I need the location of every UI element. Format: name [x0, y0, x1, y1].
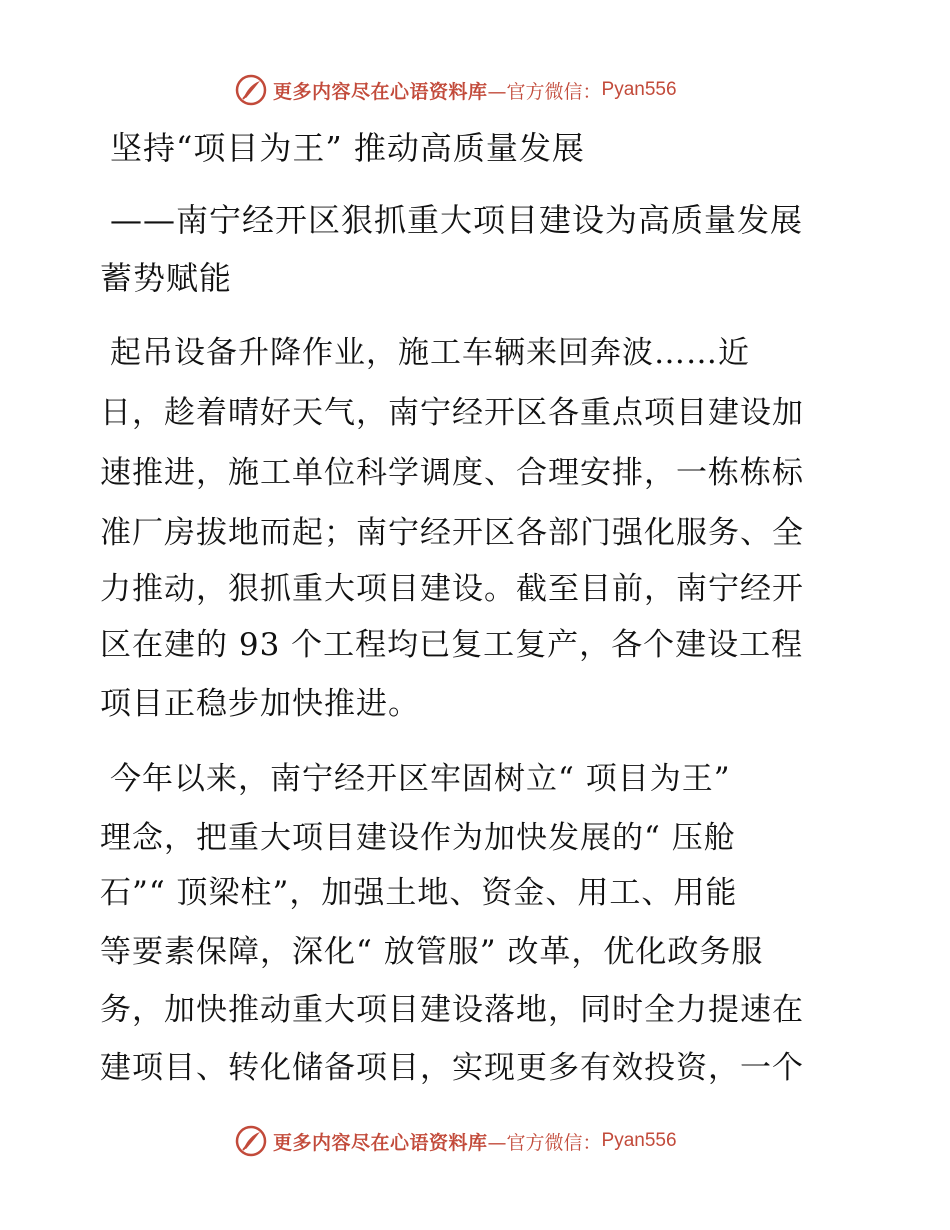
paragraph-1-line: 力推动，狠抓重大项目建设。截至目前，南宁经开: [100, 571, 804, 607]
paragraph-2-line: 今年以来，南宁经开区牢固树立“ 项目为王”: [110, 761, 731, 797]
page-title: 坚持“项目为王” 推动高质量发展: [110, 129, 585, 167]
paragraph-2-line: 务，加快推动重大项目建设落地，同时全力提速在: [100, 992, 804, 1028]
quill-logo-icon: [235, 74, 267, 106]
paragraph-1-line: 准厂房拔地而起；南宁经开区各部门强化服务、全: [100, 515, 804, 551]
paragraph-2-line: 等要素保障，深化“ 放管服” 改革，优化政务服: [100, 934, 764, 970]
banner-slogan: 更多内容尽在心语资料库: [273, 80, 488, 103]
paragraph-1-line: 项目正稳步加快推进。: [100, 686, 420, 722]
banner-official-label: —官方微信：: [487, 1131, 602, 1154]
subtitle-line-2: 蓄势赋能: [100, 259, 233, 297]
paragraph-2-line: 建项目、转化储备项目，实现更多有效投资，一个: [100, 1050, 804, 1086]
banner-official-label: —官方微信：: [487, 80, 602, 103]
paragraph-1-line: 速推进，施工单位科学调度、合理安排，一栋栋标: [100, 455, 804, 491]
paragraph-1-line: 区在建的 93 个工程均已复工复产，各个建设工程: [100, 627, 804, 663]
quill-logo-icon: [235, 1125, 267, 1157]
paragraph-2-line: 理念，把重大项目建设作为加快发展的“ 压舱: [100, 820, 736, 856]
banner-slogan: 更多内容尽在心语资料库: [273, 1131, 488, 1154]
banner-wechat-id: Pyan556: [601, 1130, 677, 1151]
subtitle-line-1: ——南宁经开区狠抓重大项目建设为高质量发展: [110, 201, 804, 239]
paragraph-1-line: 起吊设备升降作业，施工车辆来回奔波……近: [110, 335, 750, 371]
paragraph-1-line: 日，趁着晴好天气，南宁经开区各重点项目建设加: [100, 395, 804, 431]
footer-banner: [235, 1124, 677, 1158]
paragraph-2-line: 石”“ 顶梁柱”，加强土地、资金、用工、用能: [100, 875, 738, 911]
banner-wechat-id: Pyan556: [601, 79, 677, 100]
header-banner: [235, 73, 677, 107]
